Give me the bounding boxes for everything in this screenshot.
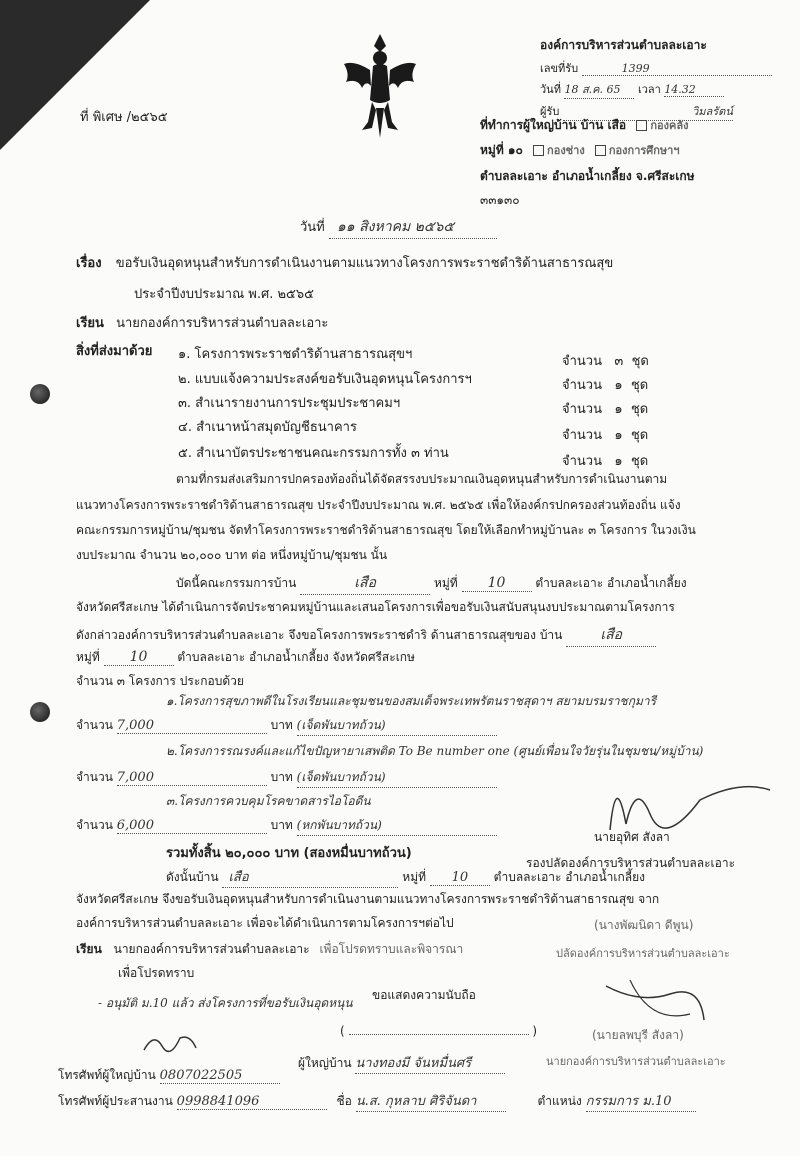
office-line-4: ๓๓๑๓๐ <box>480 193 520 207</box>
respect-line: ขอแสดงความนับถือ <box>372 988 476 1002</box>
moo-number-1: 10 <box>462 575 532 592</box>
forward-label: เรียน <box>76 942 102 956</box>
attachments-label: สิ่งที่ส่งมาด้วย <box>76 344 153 359</box>
subject-text-1: ขอรับเงินอุดหนุนสำหรับการดำเนินงานตามแนวทางโครงการพระราชดำริด้านสาธารณสุข <box>115 256 614 271</box>
deputy-title: รองปลัดองค์การบริหารส่วนตำบลละเอาะ <box>526 856 736 870</box>
project-1-name: ๑.โครงการสุขภาพดีในโรงเรียนและชุมชนของสมเด็จพระเทพรัตนราชสุดาฯ สยามบรมราชกุมารี <box>166 694 657 708</box>
moo-number-2: 10 <box>104 649 174 666</box>
dept-checkbox-2 <box>533 145 544 156</box>
attachment-item-4: ๔. สำเนาหน้าสมุดบัญชีธนาคาร <box>178 420 357 435</box>
forward-line <box>76 940 463 959</box>
clerk-name: (นางพัฒนิดา ดีพูน) <box>594 918 694 932</box>
attachment-qty-2: จำนวน ๑ ชุด <box>562 378 649 393</box>
office-line-2: หมู่ที่ ๑๐ กองช่าง กองการศึกษาฯ <box>480 143 680 157</box>
attachment-qty-1: จำนวน ๓ ชุด <box>562 354 649 369</box>
project-1-amount-line: จำนวน 7,000 บาท (เจ็ดพันบาทถ้วน) <box>76 716 497 736</box>
attachment-item-3: ๓. สำเนารายงานการประชุมประชาคมฯ <box>178 396 401 411</box>
body-p1-l3: คณะกรรมการหมู่บ้าน/ชุมชน จัดทำโครงการพระราชดำริด้านสาธารณสุข โดยให้เลือกทำหมู่บ้านละ ๓ โครงการ ในวงเงิน <box>76 523 696 537</box>
body-p2-l3: ดังกล่าวองค์การบริหารส่วนตำบลละเอาะ จึงขอโครงการพระราชดำริ ด้านสาธารณสุขของ บ้าน เสือ <box>76 624 656 647</box>
body-p2-l2: จังหวัดศรีสะเกษ ได้ดำเนินการจัดประชาคมหมู่บ้านและเสนอโครงการเพื่อขอรับเงินสนับสนุนงบประมาณตามโครงการ <box>76 600 675 614</box>
phone-head-line: โทรศัพท์ผู้ใหญ่บ้าน 0807022505 <box>58 1066 280 1085</box>
project-3-amount-line: จำนวน 6,000 บาท (หกพันบาทถ้วน) <box>76 816 497 836</box>
total-line: รวมทั้งสิ้น ๒๐,๐๐๐ บาท (สองหมื่นบาทถ้วน) <box>166 846 412 861</box>
closing-l3: องค์การบริหารส่วนตำบลละเอาะ เพื่อจะได้ดำเนินการตามโครงการฯต่อไป <box>76 916 454 930</box>
dept-checkbox-1 <box>636 120 647 131</box>
office-line-3: ตำบลละเอาะ อำเภอน้ำเกลี้ยง จ.ศรีสะเกษ <box>480 169 695 183</box>
stamp-date-value: 18 ส.ค. 65 <box>564 80 634 99</box>
stamp-time-label: เวลา <box>637 83 661 96</box>
phone-head: 0807022505 <box>160 1068 280 1084</box>
mayor-signature-icon <box>600 974 710 1034</box>
mayor-title: นายกองค์การบริหารส่วนตำบลละเอาะ <box>546 1055 726 1068</box>
project-3-amount: 6,000 <box>117 818 267 834</box>
date-handwritten: ๑๑ สิงหาคม ๒๕๖๕ <box>329 216 497 239</box>
attachment-item-1: ๑. โครงการพระราชดำริด้านสาธารณสุขฯ <box>178 347 413 362</box>
project-3-amount-words: (หกพันบาทถ้วน) <box>297 816 497 836</box>
date-line <box>300 216 497 239</box>
attachment-qty-5: จำนวน ๑ ชุด <box>562 454 649 469</box>
coordinator-position: กรรมการ ม.10 <box>586 1090 696 1112</box>
village-name-1: เสือ <box>300 572 430 595</box>
dept-checkbox-3 <box>595 145 606 156</box>
project-3-name: ๓.โครงการควบคุมโรคขาดสารไอโอดีน <box>166 794 371 808</box>
punch-hole-top <box>30 384 50 404</box>
to-label: เรียน <box>76 316 104 331</box>
stamp-receiver-label: ผู้รับ <box>540 105 560 118</box>
project-2-name: ๒.โครงการรณรงค์และแก้ไขปัญหายาเสพติด To Be number one (ศูนย์เพื่อนใจวัยรุ่นในชุมชน/หมู่บ้าน) <box>166 744 704 758</box>
coordinator-name: น.ส. กุหลาบ ศิริจันดา <box>356 1090 506 1112</box>
stamp-time-value: 14.32 <box>664 83 724 97</box>
scan-corner-shadow <box>0 0 150 150</box>
stamp-receiver-value: วิมลรัตน์ <box>563 102 733 121</box>
date-prefix: วันที่ <box>300 220 325 235</box>
project-2-amount: 7,000 <box>117 770 267 786</box>
body-p1-l2: แนวทางโครงการพระราชดำริด้านสาธารณสุข ประจำปีงบประมาณ พ.ศ. ๒๕๖๕ เพื่อให้องค์กรปกครองส่วนท้องถิ่น แจ้ง <box>76 498 681 512</box>
forward-purpose: เพื่อโปรดทราบ <box>118 966 195 980</box>
signature-position-line: ผู้ใหญ่บ้าน นางทองมี จันหมื่นศรี <box>298 1052 505 1074</box>
body-p2-l4: หมู่ที่ 10 ตำบลละเอาะ อำเภอน้ำเกลี้ยง จังหวัดศรีสะเกษ <box>76 649 415 665</box>
phone-coord: 0998841096 <box>177 1094 327 1110</box>
deputy-signature-icon <box>590 760 780 840</box>
village-name-3: เสือ <box>222 866 398 888</box>
to-line <box>76 312 328 333</box>
attachment-item-5: ๕. สำเนาบัตรประชาชนคณะกรรมการทั้ง ๓ ท่าน <box>178 446 449 461</box>
deputy-name: นายอุทิศ สังลา <box>594 830 670 844</box>
village-name-2: เสือ <box>566 624 656 647</box>
body-p1-l1: ตามที่กรมส่งเสริมการปกครองท้องถิ่นได้จัดสรรงบประมาณเงินอุดหนุนสำหรับการดำเนินงานตาม <box>176 472 668 486</box>
moo-number-3: 10 <box>430 870 490 886</box>
punch-hole-bottom <box>30 702 50 722</box>
project-2-amount-words: (เจ็ดพันบาทถ้วน) <box>297 768 497 788</box>
office-line-1: ที่ทำการผู้ใหญ่บ้าน บ้าน เสือ กองคลัง <box>480 118 689 132</box>
forward-note: - อนุมัติ ม.10 แล้ว ส่งโครงการที่ขอรับเงินอุดหนุน <box>98 996 353 1010</box>
body-p2-l5: จำนวน ๓ โครงการ ประกอบด้วย <box>76 674 244 688</box>
stamp-recv-number: 1399 <box>582 62 772 76</box>
attachment-item-2: ๒. แบบแจ้งความประสงค์ขอรับเงินอุดหนุนโครงการฯ <box>178 372 472 387</box>
stamp-recv-label: เลขที่รับ <box>540 62 579 75</box>
to-value: นายกองค์การบริหารส่วนตำบลละเอาะ <box>116 316 329 331</box>
body-p2-l1: บัดนี้คณะกรรมการบ้าน เสือ หมู่ที่ 10 ตำบลละเอาะ อำเภอน้ำเกลี้ยง <box>176 572 687 595</box>
signature-scribble-icon <box>140 1028 200 1056</box>
stamp-date-label: วันที่ <box>540 83 561 96</box>
closing-l2: จังหวัดศรีสะเกษ จึงขอรับเงินอุดหนุนสำหรับการดำเนินงานตามแนวทางโครงการพระราชดำริด้านสาธารณสุข จาก <box>76 892 660 906</box>
stamp-org: องค์การบริหารส่วนตำบลละเอาะ <box>540 38 707 52</box>
phone-coord-line: โทรศัพท์ผู้ประสานงาน 0998841096 ชื่อ น.ส. กุหลาบ ศิริจันดา ตำแหน่ง กรรมการ ม.10 <box>58 1090 696 1112</box>
project-2-amount-line: จำนวน 7,000 บาท (เจ็ดพันบาทถ้วน) <box>76 768 497 788</box>
subject-line-1 <box>76 252 613 273</box>
forward-to: นายกองค์การบริหารส่วนตำบลละเอาะ <box>113 942 310 956</box>
attachment-qty-3: จำนวน ๑ ชุด <box>562 402 649 417</box>
subject-text-2: ประจำปีงบประมาณ พ.ศ. ๒๕๖๕ <box>134 287 314 302</box>
body-p1-l4: งบประมาณ จำนวน ๒๐,๐๐๐ บาท ต่อ หนึ่งหมู่บ้าน/ชุมชน นั้น <box>76 548 388 562</box>
garuda-emblem-icon <box>340 30 420 140</box>
doc-number: ที่ พิเศษ /๒๕๖๕ <box>80 110 168 125</box>
closing-l1: ดังนั้นบ้าน เสือ หมู่ที่ 10 ตำบลละเอาะ อำเภอน้ำเกลี้ยง <box>166 866 645 888</box>
subject-label: เรื่อง <box>76 256 102 271</box>
forward-overwrite: เพื่อโปรดทราบและพิจารณา <box>319 942 464 956</box>
mayor-name: (นายลพบุรี สังลา) <box>592 1028 684 1042</box>
project-1-amount: 7,000 <box>117 718 267 734</box>
clerk-title: ปลัดองค์การบริหารส่วนตำบลละเอาะ <box>556 947 730 960</box>
signature-brackets: ( ) <box>340 1024 538 1038</box>
project-1-amount-words: (เจ็ดพันบาทถ้วน) <box>297 716 497 736</box>
receipt-stamp <box>540 36 785 121</box>
attachment-qty-4: จำนวน ๑ ชุด <box>562 428 649 443</box>
signature-name: นางทองมี จันหมื่นศรี <box>355 1052 505 1074</box>
